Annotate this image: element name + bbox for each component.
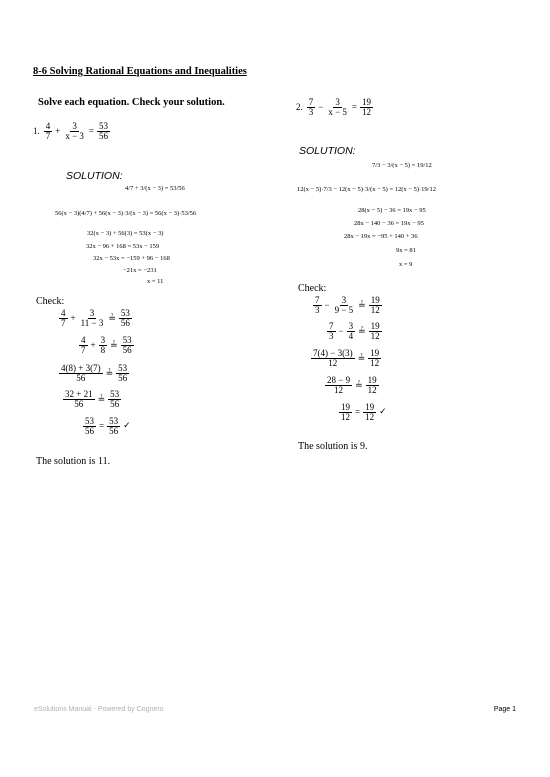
footer-page-number: Page 1 [493, 706, 516, 713]
check-mark-icon: ✓ [379, 407, 387, 417]
problem-2-check-label: Check: [298, 283, 327, 294]
p2-step-7: x = 9 [399, 261, 413, 268]
problem-2-solution-label: SOLUTION: [299, 145, 356, 157]
p1-step-5: 32x − 53x = −159 + 96 − 168 [93, 255, 170, 262]
p2-check-line-5: $\frac{19}{12}$ = $\frac{19}{12}$ ✓ [341, 402, 387, 422]
p1-step-1: 4/7 + 3/(x − 3) = 53/56 [125, 185, 185, 192]
problem-1-number: 1. [33, 126, 40, 136]
p1-step-2: 56(x − 3)(4/7) + 56(x − 3)·3/(x − 3) = 56(x − 3)·53/56 [55, 210, 197, 217]
p1-check-line-3: $\frac{4(8) + 3(7)}{56}$ ≟ $\frac{53}{56}$ [61, 363, 128, 383]
problem-2-equation: 2. $\frac{7}{3}$ − $\frac{3}{x - 5}$ = $\frac{19}{12}$ [296, 97, 371, 117]
check-mark-icon: ✓ [123, 421, 131, 431]
p1-check-line-1: $\frac{4}{7}$ + $\frac{3}{11 - 3}$ ≟ $\frac{53}{56}$ [61, 308, 130, 328]
p1-check-line-2: $\frac{4}{7}$ + $\frac{3}{8}$ ≟ $\frac{53}{56}$ [81, 335, 132, 355]
p2-step-3: 28(x − 5) − 36 = 19x − 95 [358, 207, 426, 214]
p1-step-7: x = 11 [147, 278, 164, 285]
problem-2-number: 2. [296, 102, 303, 112]
p2-step-1: 7/3 − 3/(x − 5) = 19/12 [372, 162, 432, 169]
p1-check-line-4: $\frac{32 + 21}{56}$ ≟ $\frac{53}{56}$ [65, 389, 120, 409]
problem-1-check-label: Check: [36, 296, 65, 307]
problem-1-equation: 1. $\frac{4}{7}$ + $\frac{3}{x - 3}$ = $\frac{53}{56}$ [33, 121, 108, 141]
p1-step-4: 32x − 96 + 168 = 53x − 159 [86, 243, 160, 250]
p1-step-6: −21x = −231 [123, 267, 157, 274]
p2-check-line-2: $\frac{7}{3}$ − $\frac{3}{4}$ ≟ $\frac{19}{12}$ [329, 321, 380, 341]
problem-2-conclusion: The solution is 9. [298, 441, 368, 452]
p2-step-4: 28x − 140 − 36 = 19x − 95 [354, 220, 424, 227]
p2-step-6: 9x = 81 [396, 247, 416, 254]
p2-check-line-4: $\frac{28 - 9}{12}$ ≟ $\frac{19}{12}$ [327, 375, 377, 395]
problem-1-conclusion: The solution is 11. [36, 456, 111, 467]
problem-1-solution-label: SOLUTION: [66, 170, 123, 182]
p2-step-2: 12(x − 5)·7/3 − 12(x − 5)·3/(x − 5) = 12(x − 5)·19/12 [297, 186, 436, 193]
footer-left: eSolutions Manual - Powered by Cognero [34, 706, 164, 713]
page-title: 8-6 Solving Rational Equations and Inequalities [33, 66, 247, 77]
instruction: Solve each equation. Check your solution. [38, 97, 225, 108]
p1-check-line-5: $\frac{53}{56}$ = $\frac{53}{56}$ ✓ [85, 416, 131, 436]
p2-check-line-1: $\frac{7}{3}$ − $\frac{3}{9 - 5}$ ≟ $\frac{19}{12}$ [315, 295, 380, 315]
p1-step-3: 32(x − 3) + 56(3) = 53(x − 3) [87, 230, 164, 237]
p2-check-line-3: $\frac{7(4) - 3(3)}{12}$ ≟ $\frac{19}{12}$ [313, 348, 380, 368]
p2-step-5: 28x − 19x = −95 + 140 + 36 [344, 233, 418, 240]
